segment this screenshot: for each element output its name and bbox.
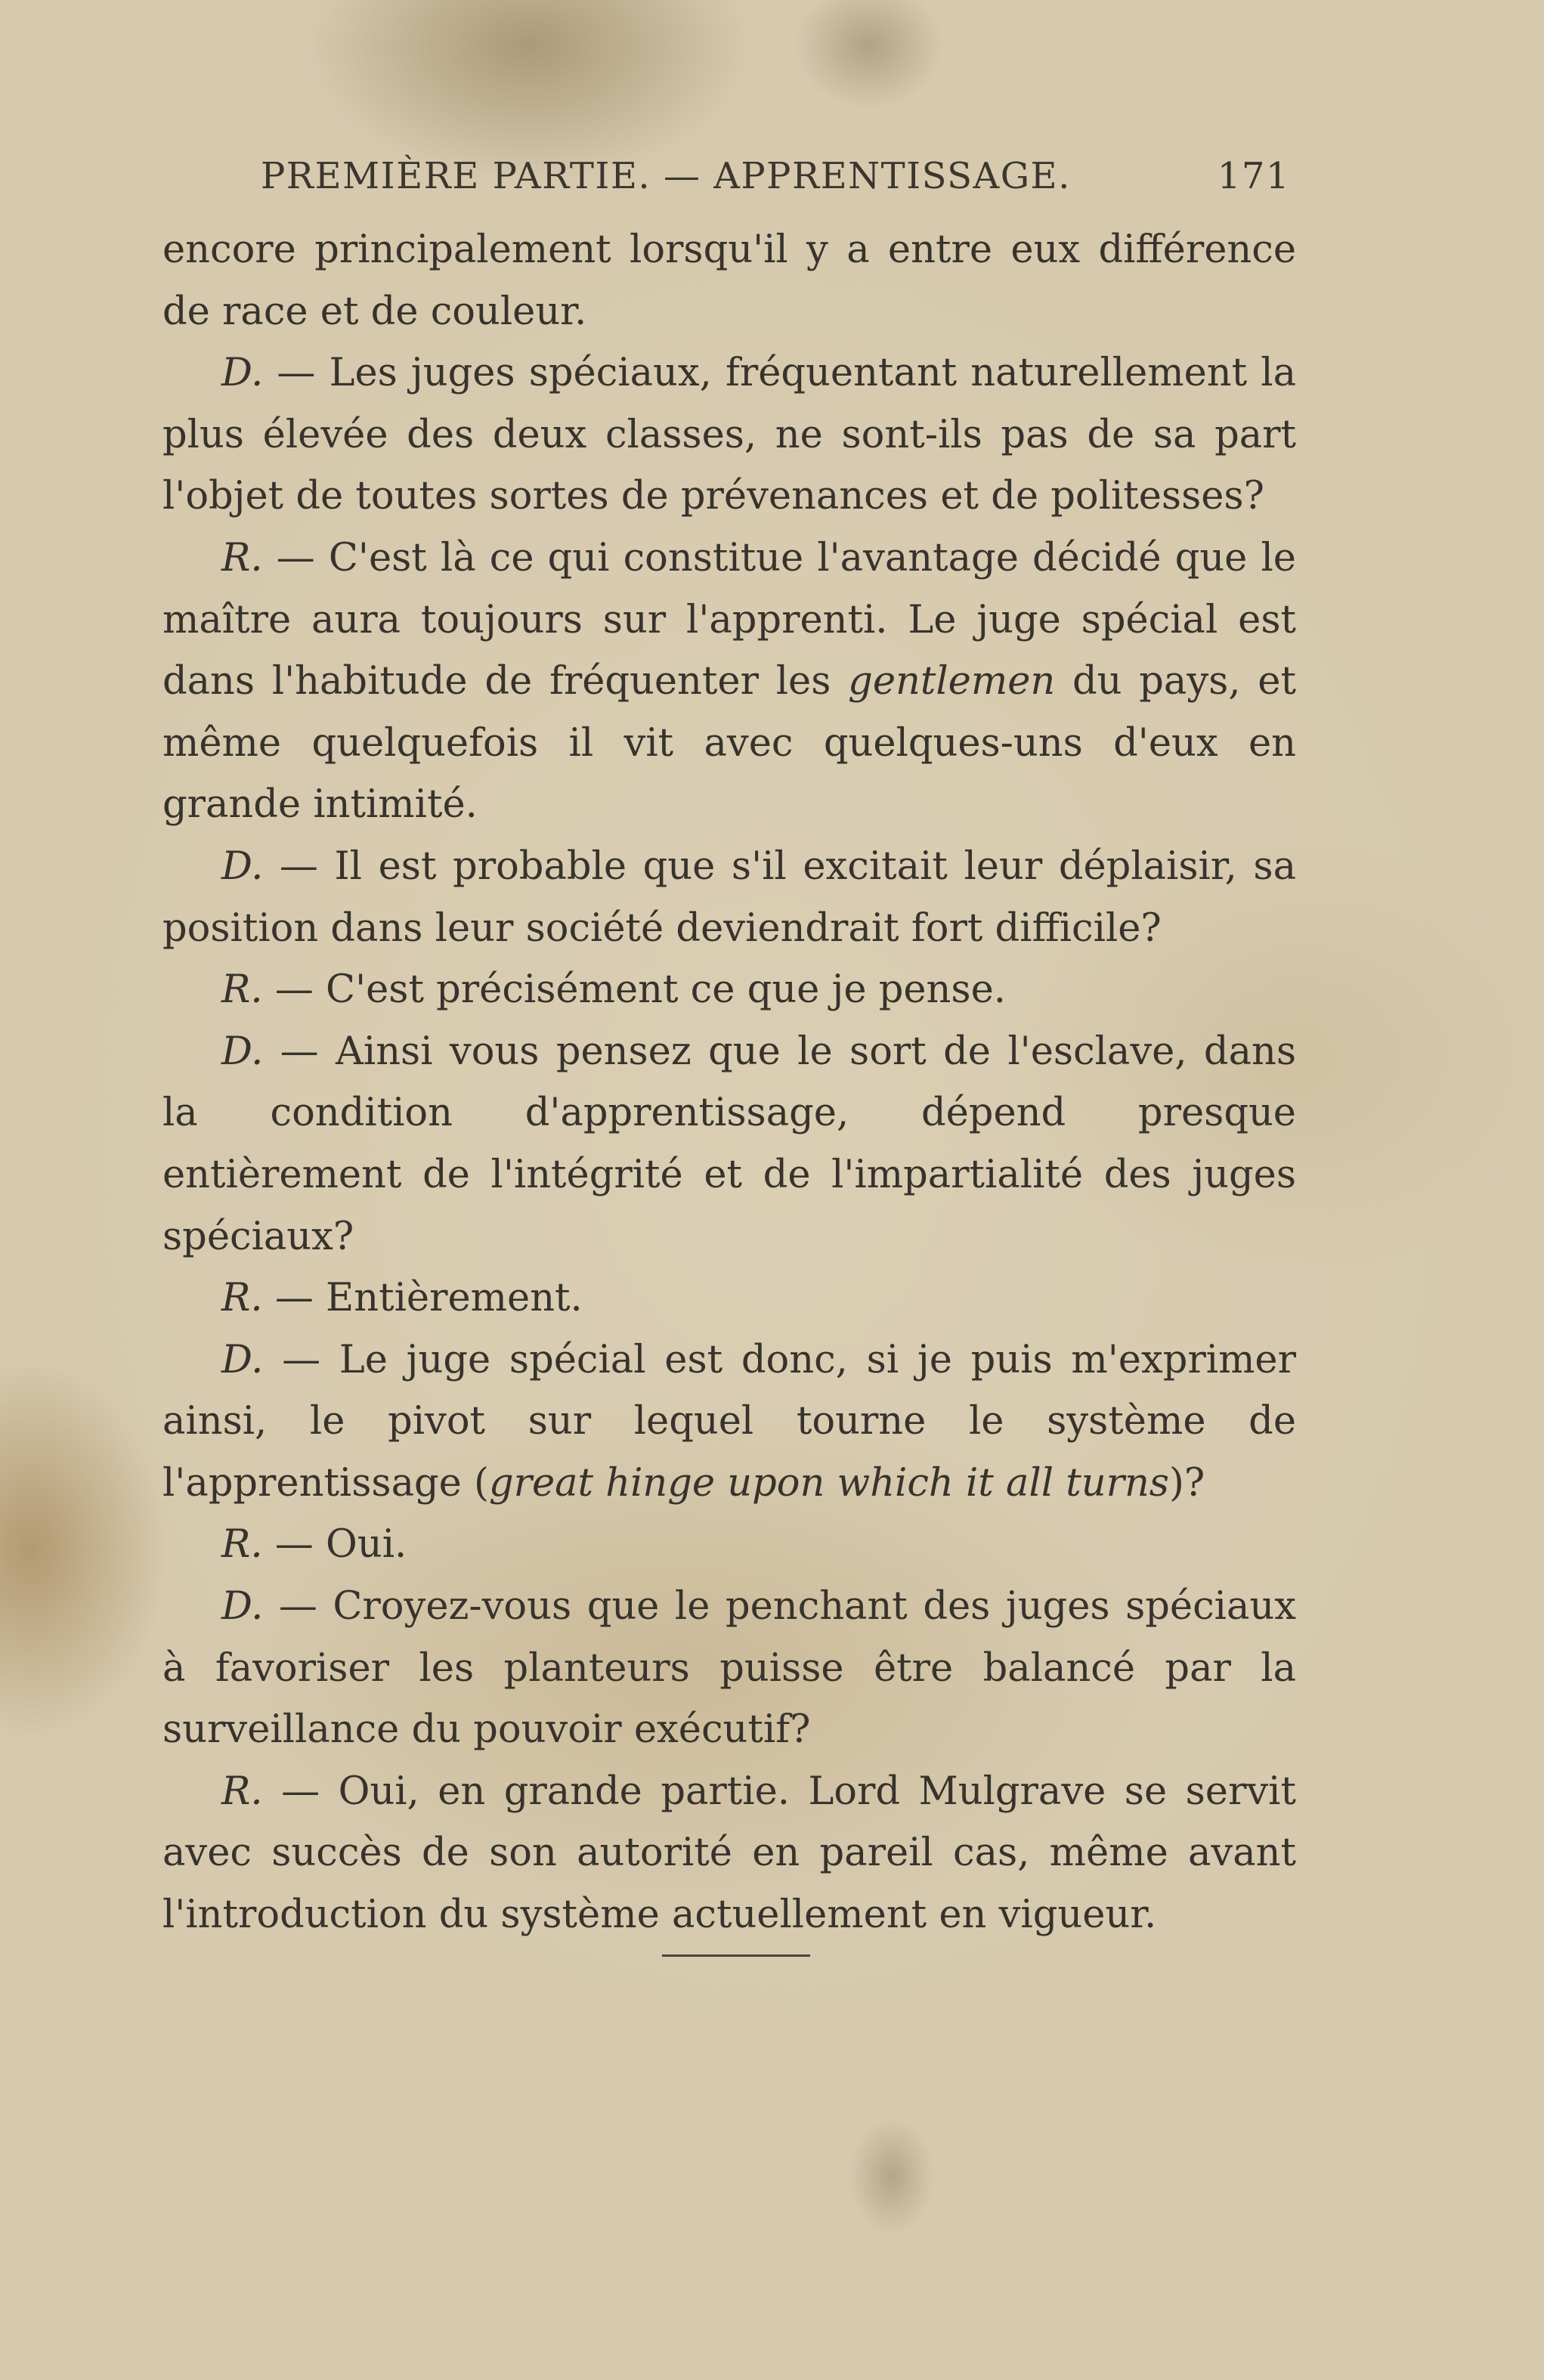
speaker-label: D. bbox=[221, 1029, 264, 1074]
body-text bbox=[162, 219, 1296, 1946]
italic-term: great hinge upon which it all turns bbox=[488, 1460, 1169, 1506]
paragraph-text: — Oui. bbox=[262, 1522, 407, 1568]
speaker-label: R. bbox=[221, 1769, 263, 1814]
dialogue-paragraph bbox=[162, 1761, 1296, 1946]
paragraph-text: — C'est là ce qui constitue l'avantage décidé que le maître aura toujours sur l'apprenti. Le juge spécial est dans l'habitude de fréquenter les bbox=[162, 535, 1296, 704]
paragraph-text: encore principalement lorsqu'il y a entre eux différence de race et de couleur. bbox=[162, 227, 1296, 334]
paragraph-text: — Entièrement. bbox=[262, 1276, 583, 1321]
dialogue-paragraph bbox=[162, 1021, 1296, 1267]
running-header bbox=[261, 155, 1290, 197]
page-number: 171 bbox=[1217, 155, 1290, 197]
speaker-label: D. bbox=[221, 351, 264, 396]
dialogue-paragraph bbox=[162, 1329, 1296, 1515]
dialogue-paragraph bbox=[162, 528, 1296, 836]
paragraph-text-after: du pays, et même quelquefois il vit avec quelques-uns d'eux en grande intimité. bbox=[162, 659, 1296, 828]
paragraph-text: — Oui, en grande partie. Lord Mulgrave se servit avec succès de son autorité en pareil cas, même avant l'introduction du système actuellement en vigueur. bbox=[162, 1769, 1296, 1938]
dialogue-paragraph bbox=[162, 342, 1296, 528]
dialogue-paragraph bbox=[162, 1267, 1296, 1329]
speaker-label: R. bbox=[221, 1522, 263, 1568]
end-rule bbox=[662, 1954, 810, 1957]
paragraph-text: — Ainsi vous pensez que le sort de l'esclave, dans la condition d'apprentissage, dépend presque entièrement de l'intégrité et de l'impartialité des juges spéciaux? bbox=[162, 1029, 1296, 1259]
speaker-label: D. bbox=[221, 1584, 264, 1629]
paragraph-text: — C'est précisément ce que je pense. bbox=[262, 967, 1006, 1013]
paragraph-continuation bbox=[162, 219, 1296, 342]
dialogue-paragraph bbox=[162, 836, 1296, 959]
paragraph-text-after: )? bbox=[1168, 1460, 1205, 1506]
paragraph-text: — Les juges spéciaux, fréquentant naturellement la plus élevée des deux classes, ne sont-ils pas de sa part l'objet de toutes sortes de prévenances et de politesses? bbox=[162, 351, 1296, 519]
dialogue-paragraph bbox=[162, 1576, 1296, 1761]
speaker-label: D. bbox=[221, 843, 264, 889]
speaker-label: R. bbox=[221, 535, 263, 580]
speaker-label: R. bbox=[221, 1276, 263, 1321]
dialogue-paragraph bbox=[162, 1514, 1296, 1576]
dialogue-paragraph bbox=[162, 959, 1296, 1021]
italic-term: gentlemen bbox=[848, 659, 1056, 704]
paragraph-text: — Croyez-vous que le penchant des juges spéciaux à favoriser les planteurs puisse être balancé par la surveillance du pouvoir exécutif? bbox=[162, 1584, 1296, 1753]
speaker-label: D. bbox=[221, 1337, 264, 1382]
paragraph-text: — Le juge spécial est donc, si je puis m'exprimer ainsi, le pivot sur lequel tourne le système de l'apprentissage ( bbox=[162, 1337, 1296, 1506]
running-title: PREMIÈRE PARTIE. — APPRENTISSAGE. bbox=[261, 155, 1071, 197]
speaker-label: R. bbox=[221, 967, 263, 1013]
paragraph-text: — Il est probable que s'il excitait leur déplaisir, sa position dans leur société deviendrait fort difficile? bbox=[162, 843, 1296, 951]
